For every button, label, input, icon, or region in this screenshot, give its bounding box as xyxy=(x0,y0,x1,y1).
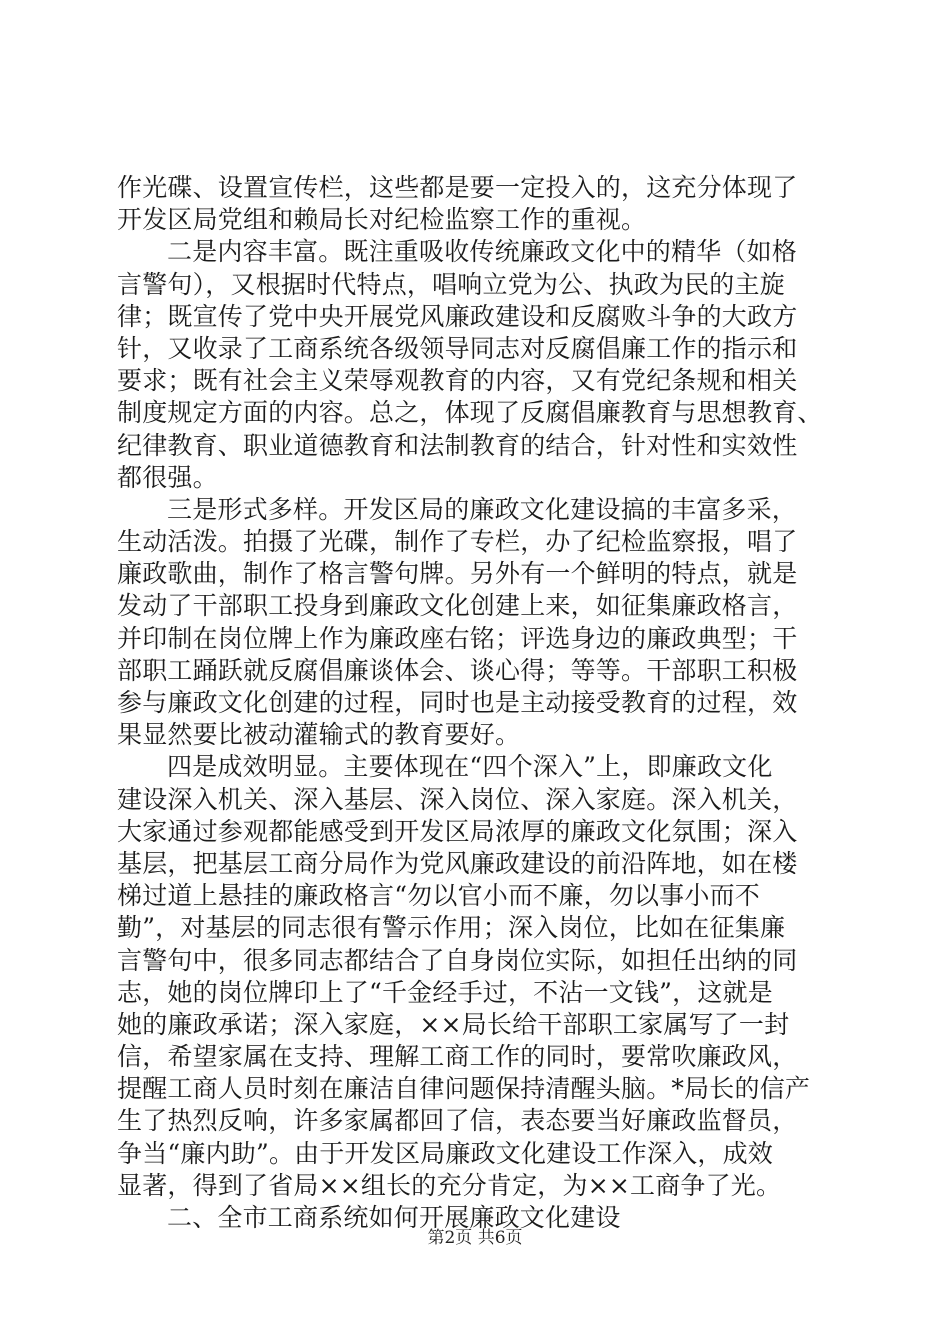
text-line: 要求；既有社会主义荣辱观教育的内容，又有党纪条规和相关 xyxy=(117,366,798,396)
text-line: 生了热烈反响，许多家属都回了信，表态要当好廉政监督员， xyxy=(117,1106,798,1136)
text-line: 开发区局党组和赖局长对纪检监察工作的重视。 xyxy=(117,205,647,235)
text-line: 发动了干部职工投身到廉政文化创建上来，如征集廉政格言， xyxy=(117,591,798,621)
text-line: 参与廉政文化创建的过程，同时也是主动接受教育的过程，效 xyxy=(117,688,798,717)
text-line: 她的廉政承诺；深入家庭，××局长给干部职工家属写了一封 xyxy=(117,1009,790,1039)
text-line: 志，她的岗位牌印上了“千金经手过，不沾一文钱”，这就是 xyxy=(117,977,773,1007)
text-line: 律；既宣传了党中央开展党风廉政建设和反腐败斗争的大政方 xyxy=(117,301,798,331)
text-line: 二、全市工商系统如何开展廉政文化建设 xyxy=(167,1203,621,1232)
text-line: 都很强。 xyxy=(117,462,218,492)
text-line: 四是成效明显。主要体现在“四个深入”上，即廉政文化 xyxy=(167,752,773,782)
text-line: 基层，把基层工商分局作为党风廉政建设的前沿阵地，如在楼 xyxy=(117,848,798,878)
text-line: 并印制在岗位牌上作为廉政座右铭；评选身边的廉政典型；干 xyxy=(117,623,798,653)
text-line: 针，又收录了工商系统各级领导同志对反腐倡廉工作的指示和 xyxy=(117,333,798,363)
text-line: 言警句），又根据时代特点，唱响立党为公、执政为民的主旋 xyxy=(117,269,785,299)
document-body xyxy=(117,172,833,1234)
text-line: 果显然要比被动灌输式的教育要好。 xyxy=(117,720,521,750)
text-line: 三是形式多样。开发区局的廉政文化建设搞的丰富多采， xyxy=(167,494,798,524)
text-line: 生动活泼。拍摄了光碟，制作了专栏，办了纪检监察报，唱了 xyxy=(117,527,798,557)
text-line: 部职工踊跃就反腐倡廉谈体会、谈心得；等等。干部职工积极 xyxy=(117,655,798,685)
text-line: 争当“廉内助”。由于开发区局廉政文化建设工作深入，成效 xyxy=(117,1138,773,1168)
page-number-footer: 第2页 共6页 xyxy=(427,1228,523,1248)
text-line: 言警句中，很多同志都结合了自身岗位实际，如担任出纳的同 xyxy=(117,945,798,975)
text-line: 二是内容丰富。既注重吸收传统廉政文化中的精华（如格 xyxy=(167,237,798,267)
text-line: 勤”，对基层的同志很有警示作用；深入岗位，比如在征集廉 xyxy=(117,913,786,943)
text-line: 梯过道上悬挂的廉政格言“勿以官小而不廉，勿以事小而不 xyxy=(117,881,760,911)
text-line: 提醒工商人员时刻在廉洁自律问题保持清醒头脑。*局长的信产 xyxy=(117,1074,811,1104)
text-line: 廉政歌曲，制作了格言警句牌。另外有一个鲜明的特点，就是 xyxy=(117,559,798,589)
text-line: 制度规定方面的内容。总之，体现了反腐倡廉教育与思想教育、 xyxy=(117,398,823,428)
text-line: 建设深入机关、深入基层、深入岗位、深入家庭。深入机关， xyxy=(117,784,798,814)
text-line: 作光碟、设置宣传栏，这些都是要一定投入的，这充分体现了 xyxy=(117,173,798,202)
text-line: 大家通过参观都能感受到开发区局浓厚的廉政文化氛围；深入 xyxy=(117,816,798,846)
text-line: 纪律教育、职业道德教育和法制教育的结合，针对性和实效性 xyxy=(117,430,798,460)
text-line: 显著，得到了省局××组长的充分肯定，为××工商争了光。 xyxy=(117,1170,782,1200)
text-line: 信，希望家属在支持、理解工商工作的同时，要常吹廉政风， xyxy=(117,1042,798,1072)
